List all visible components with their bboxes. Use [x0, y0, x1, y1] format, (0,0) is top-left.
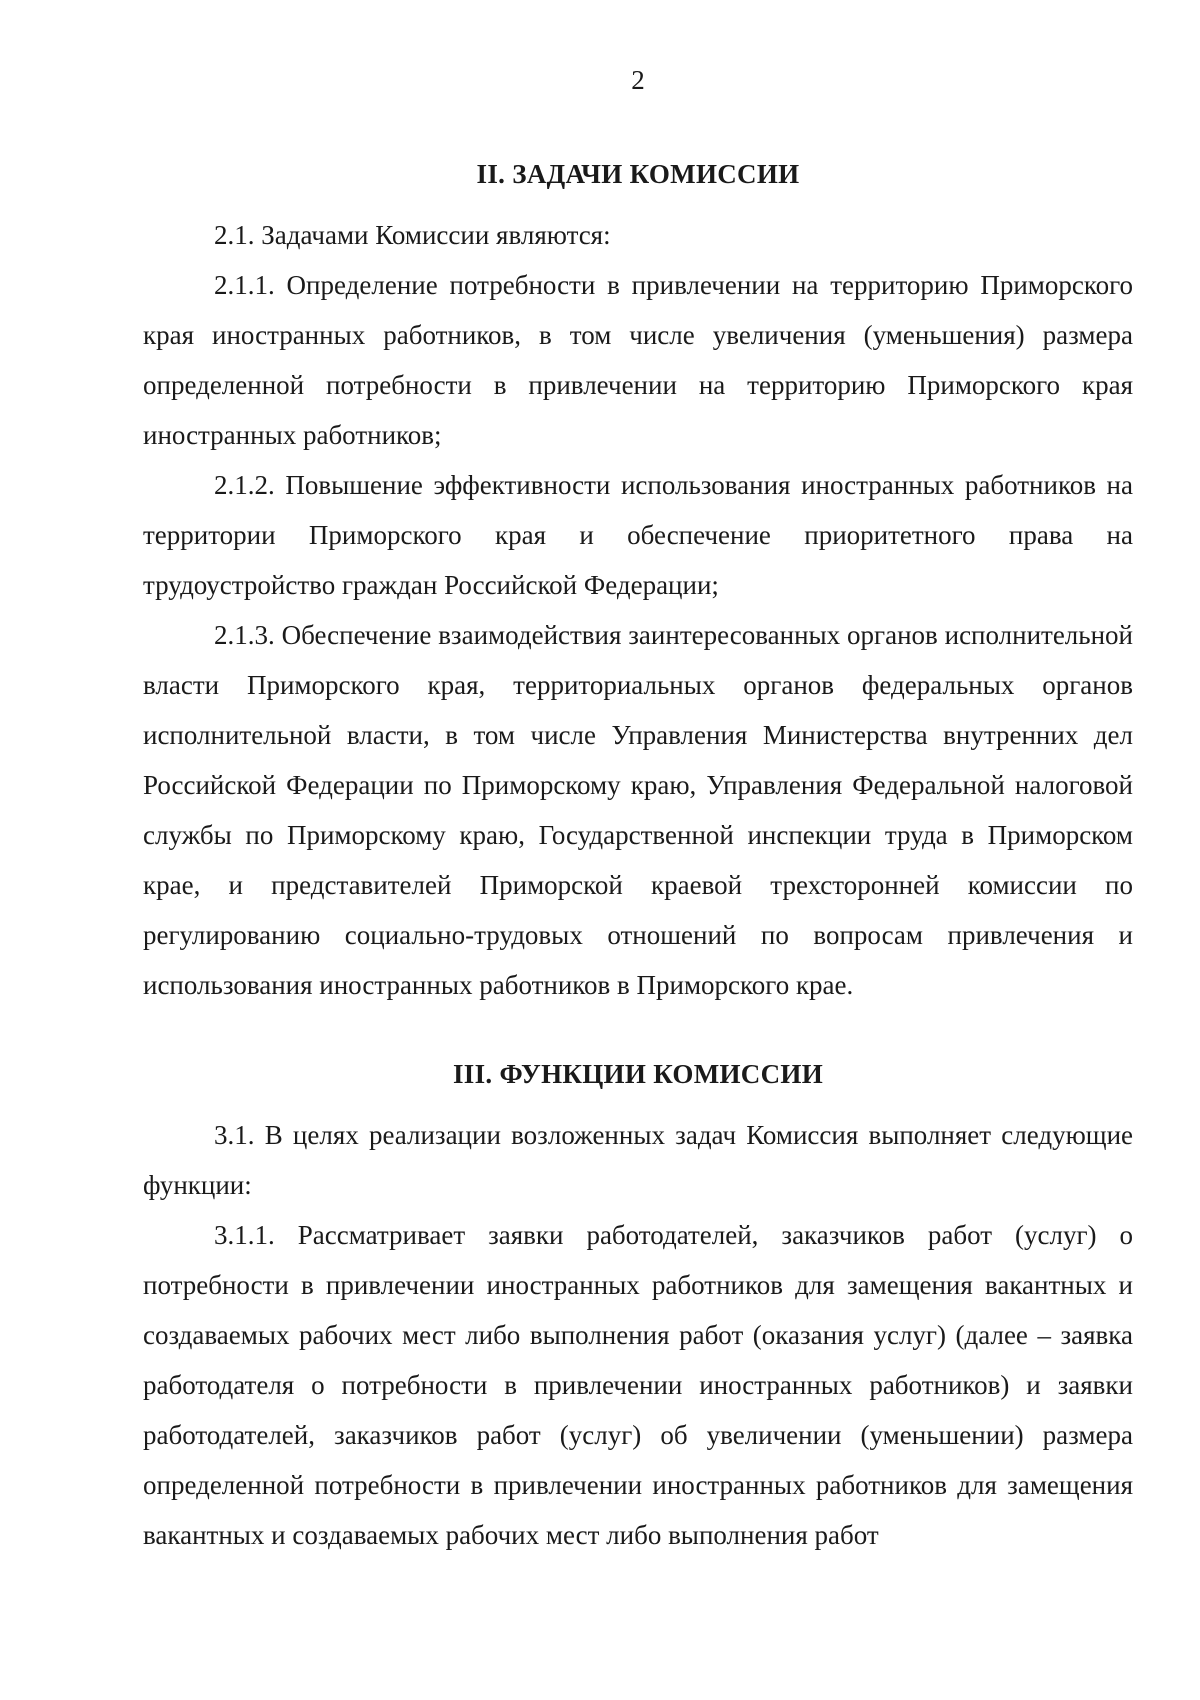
paragraph-2-1: 2.1. Задачами Комиссии являются:: [214, 220, 611, 250]
section-heading-functions: III. ФУНКЦИИ КОМИССИИ: [453, 1059, 823, 1089]
document-page: [143, 60, 1133, 1560]
page-number: 2: [631, 65, 645, 95]
section-heading-tasks: II. ЗАДАЧИ КОМИССИИ: [476, 159, 800, 189]
section-tasks: [143, 154, 1133, 1010]
paragraph-3-1: 3.1. В целях реализации возложенных задач Комиссия выполняет следующие функции:: [143, 1120, 1133, 1200]
paragraph-2-1-1: 2.1.1. Определение потребности в привлечении на территорию Приморского края иностранных работников, в том числе увеличения (уменьшения) размера определенной потребности в привлечении на территорию Приморского края иностранных работников;: [143, 270, 1133, 450]
paragraph-2-1-2: 2.1.2. Повышение эффективности использования иностранных работников на территории Приморского края и обеспечение приоритетного права на трудоустройство граждан Российской Федерации;: [143, 470, 1133, 600]
section-functions: [143, 1054, 1133, 1560]
paragraph-3-1-1: 3.1.1. Рассматривает заявки работодателей, заказчиков работ (услуг) о потребности в привлечении иностранных работников для замещения вакантных и создаваемых рабочих мест либо выполнения работ (оказания услуг) (далее – заявка работодателя о потребности в привлечении иностранных работников) и заявки работодателей, заказчиков работ (услуг) об увеличении (уменьшении) размера определенной потребности в привлечении иностранных работников для замещения вакантных и создаваемых рабочих мест либо выполнения работ: [143, 1220, 1133, 1550]
paragraph-2-1-3: 2.1.3. Обеспечение взаимодействия заинтересованных органов исполнительной власти Приморского края, территориальных органов федеральных органов исполнительной власти, в том числе Управления Министерства внутренних дел Российской Федерации по Приморскому краю, Управления Федеральной налоговой службы по Приморскому краю, Государственной инспекции труда в Приморском крае, и представителей Приморской краевой трехсторонней комиссии по регулированию социально-трудовых отношений по вопросам привлечения и использования иностранных работников в Приморского крае.: [143, 620, 1133, 1000]
